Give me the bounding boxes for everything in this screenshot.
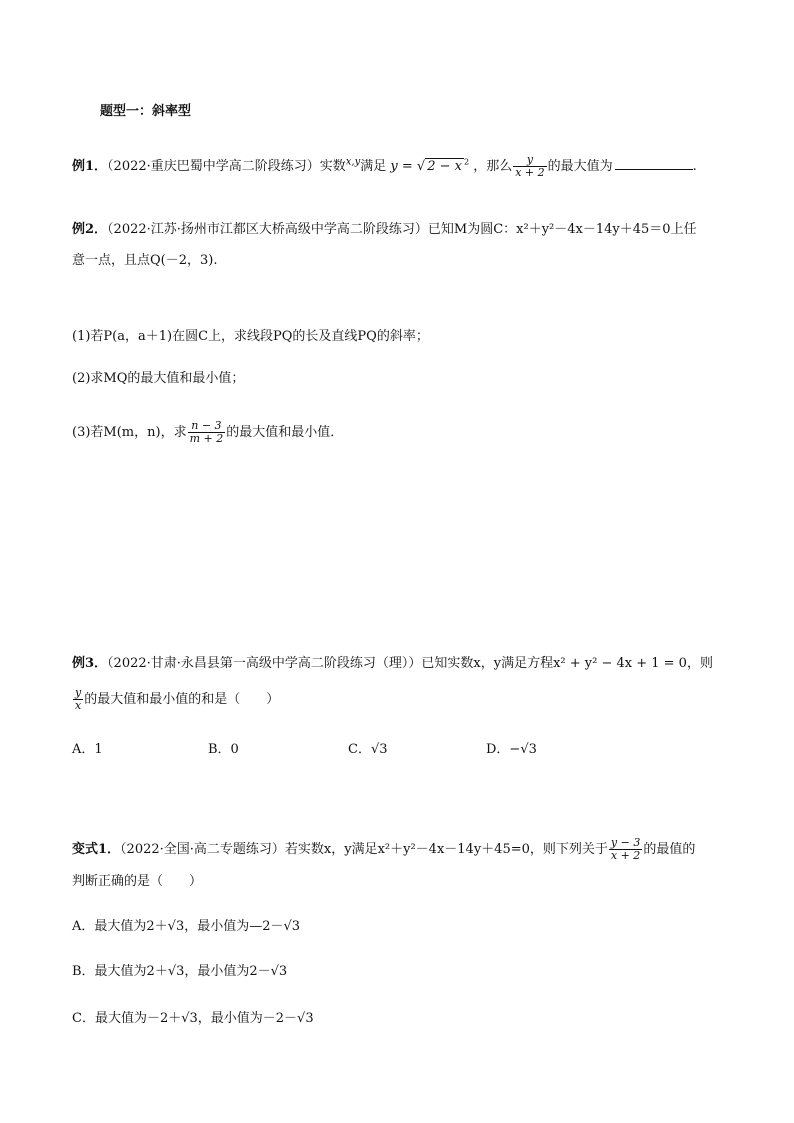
variant-1-label: 变式1． (72, 842, 121, 857)
example-2-line-2: 意一点，且点Q(－2，3). (72, 253, 218, 268)
fraction-n-minus-3-over-m-plus-2: $\frac{n - 3}{m + 2}$ (189, 419, 224, 445)
example-3-text-2: 的最大值和最小值的和是（ ） (84, 692, 280, 707)
example-2-line-1 (72, 221, 697, 239)
example-3-option-a: A．1 (72, 742, 103, 757)
example-2-question-3 (72, 420, 343, 445)
example-2-q3-text-b: 的最大值和最小值． (226, 425, 344, 440)
example-1-text-b: 满足 (360, 159, 387, 174)
variant-1-option-c: C．最大值为－2＋√3，最小值为－2－√3 (72, 1011, 314, 1026)
fraction-y-minus-3-over-x-plus-2: $\frac{y - 3}{x + 2}$ (610, 836, 641, 862)
fraction-y-over-x-plus-2: $\frac{y}{x + 2}$ (515, 153, 545, 179)
example-1-eq-lhs: y = (390, 159, 417, 174)
example-3-option-c: C．√3 (348, 742, 388, 757)
example-3-line-2 (72, 687, 279, 712)
example-1-text-a: 实数 (319, 159, 346, 174)
example-1-label: 例1． (72, 159, 108, 174)
example-2-source: （2022·江苏·扬州市江都区大桥高级中学高二阶段练习） (107, 222, 428, 237)
variant-1-line-2: 判断正确的是（ ） (72, 874, 203, 889)
example-2-q3-text-a: (3)若M(m，n)，求 (72, 425, 187, 440)
variant-1-option-b: B．最大值为2＋√3，最小值为2－√3 (72, 964, 288, 979)
example-2-label: 例2． (72, 222, 108, 237)
example-3-label: 例3． (72, 656, 108, 671)
sqrt-expression: √ 2 − x $^2$ (416, 157, 470, 174)
example-1 (72, 154, 697, 179)
example-3-source: （2022·甘肃·永昌县第一高级中学高二阶段练习（理）） (107, 656, 422, 671)
example-1-end: . (692, 159, 697, 174)
fraction-y-over-x: $\frac{y}{x}$ (75, 686, 82, 712)
variant-1-option-a: A．最大值为2＋√3，最小值为—2－√3 (72, 919, 301, 934)
answer-blank (615, 157, 693, 170)
example-1-source: （2022·重庆巴蜀中学高二阶段练习） (107, 159, 320, 174)
example-3-option-d: D．−√3 (486, 742, 537, 757)
example-2-question-2: (2)求MQ的最大值和最小值； (72, 371, 245, 386)
section-title: 题型一：斜率型 (100, 104, 192, 119)
example-2-text-1: 已知M为圆C：x²＋y²－4x－14y＋45＝0上任 (427, 222, 697, 237)
example-3-option-b: B．0 (208, 742, 239, 757)
example-1-vars: x,y (345, 156, 361, 168)
variant-1-text-a: 若实数x，y满足x²＋y²－4x－14y＋45=0，则下列关于 (284, 842, 608, 857)
variant-1-text-b: 的最值的 (643, 842, 696, 857)
example-2-question-1: (1)若P(a，a＋1)在圆C上，求线段PQ的长及直线PQ的斜率； (72, 329, 429, 344)
example-1-text-d: 的最大值为 (547, 159, 613, 174)
variant-1-source: （2022·全国·高二专题练习） (120, 842, 285, 857)
example-1-text-c: ，那么 (473, 159, 513, 174)
example-3-text-1: 已知实数x，y满足方程x² + y² − 4x + 1 = 0，则 (421, 656, 713, 671)
example-3-line-1 (72, 655, 713, 673)
variant-1-line-1 (72, 837, 695, 862)
